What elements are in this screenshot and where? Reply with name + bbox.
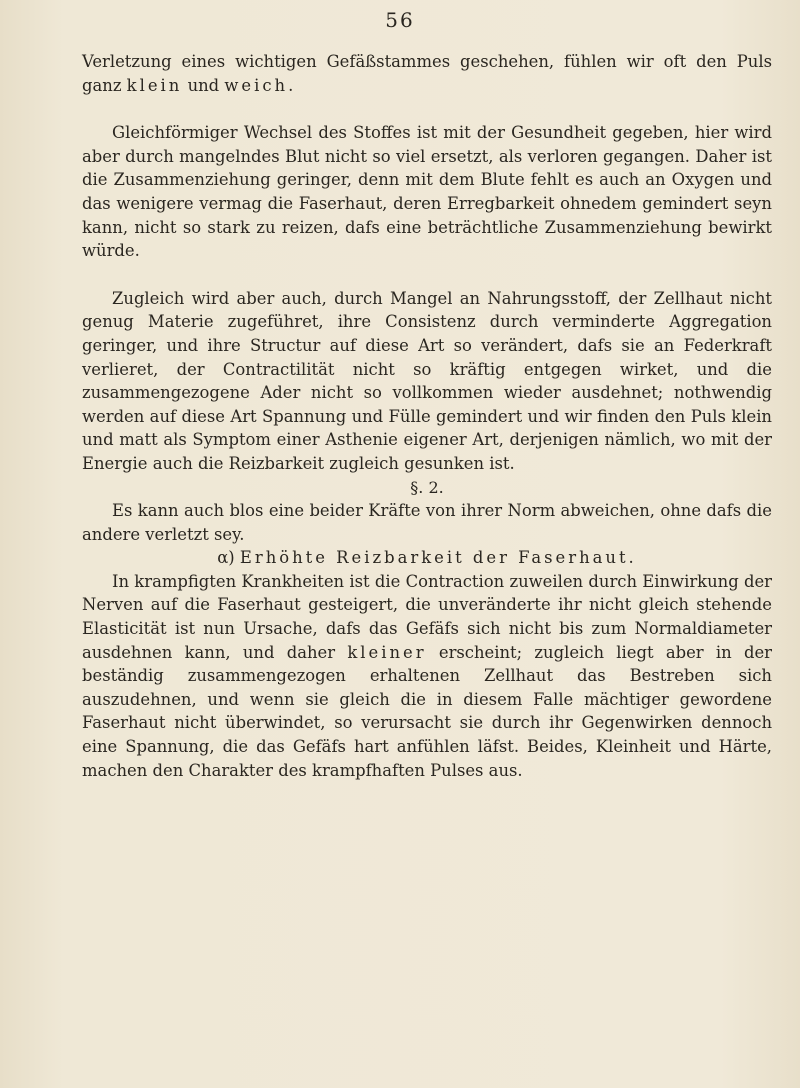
paragraph-2: Zugleich wird aber auch, durch Mangel an Nahrungsstoff, der Zellhaut nicht genug Materie zugeführet, ihre Consistenz durch verminderte Aggregation geringer, und ihre Structur auf diese Art so verändert, dafs sie an Federkraft verlieret, der Contractilität nicht so kräftig entgegen wirket, und die zusammengezogene Ader nicht so vollkommen wieder ausdehnet; nothwendig werden auf diese Art Spannung und Fülle gemindert und wir finden den Puls klein und matt als Symptom einer Asthenie eigener Art, derjenigen nämlich, wo mit der Energie auch die Reizbarkeit zugleich gesunken ist. xyxy=(82,288,772,473)
page-body xyxy=(82,50,772,782)
text-run: In krampfigten Krankheiten ist die Contraction zuweilen durch Einwirkung der Nerven auf die Faserhaut gesteigert, die unveränderte ihr nicht gleich stehende Elasticität ist nun Ursache, dafs das Gefäfs sich nicht bis zum Normaldiameter ausdehnen kann, und daher xyxy=(82,571,772,662)
subheading xyxy=(82,546,772,570)
subheading-text: Erhöhte Reizbarkeit der Faserhaut. xyxy=(239,548,637,568)
text-run: . xyxy=(288,75,294,95)
section-heading: §. 2. xyxy=(410,477,444,497)
paragraph-4 xyxy=(82,570,772,782)
emphasis-klein: klein xyxy=(126,75,183,95)
paragraph-continuation xyxy=(82,50,772,97)
paragraph-1: Gleichförmiger Wechsel des Stoffes ist mit der Gesundheit gegeben, hier wird aber durch mangelndes Blut nicht so viel ersetzt, als verloren gegangen. Daher ist die Zusammenziehung geringer, denn mit dem Blute fehlt es auch an Oxygen und das wenigere vermag die Faserhaut, deren Erregbarkeit ohnedem gemindert seyn kann, nicht so stark zu reizen, dafs eine beträchtliche Zusammenziehung bewirkt würde. xyxy=(82,123,772,261)
emphasis-kleiner: kleiner xyxy=(347,642,427,662)
text-run: und xyxy=(182,75,225,95)
paragraph-3: Es kann auch blos eine beider Kräfte von ihrer Norm abweichen, ohne dafs die andere verletzt sey. xyxy=(82,501,772,544)
page-number: 56 xyxy=(385,8,415,32)
emphasis-weich: weich xyxy=(224,75,289,95)
text-run: erscheint; zugleich liegt aber in der beständig zusammengezogen erhaltenen Zellhaut das Bestreben sich auszudehnen, und wenn sie gleich die in diesem Falle mächtiger gewordene Faserhaut nicht überwindet, so verursacht sie durch ihr Gegenwirken dennoch eine Spannung, die das Gefäfs hart anfühlen läfst. Beides, Kleinheit und Härte, machen den Charakter des krampfhaften Pulses aus. xyxy=(82,642,772,780)
subheading-marker: α) xyxy=(217,548,235,568)
text-run: Verletzung eines wichtigen Gefäßstammes geschehen, fühlen wir oft den Puls ganz xyxy=(82,52,772,95)
